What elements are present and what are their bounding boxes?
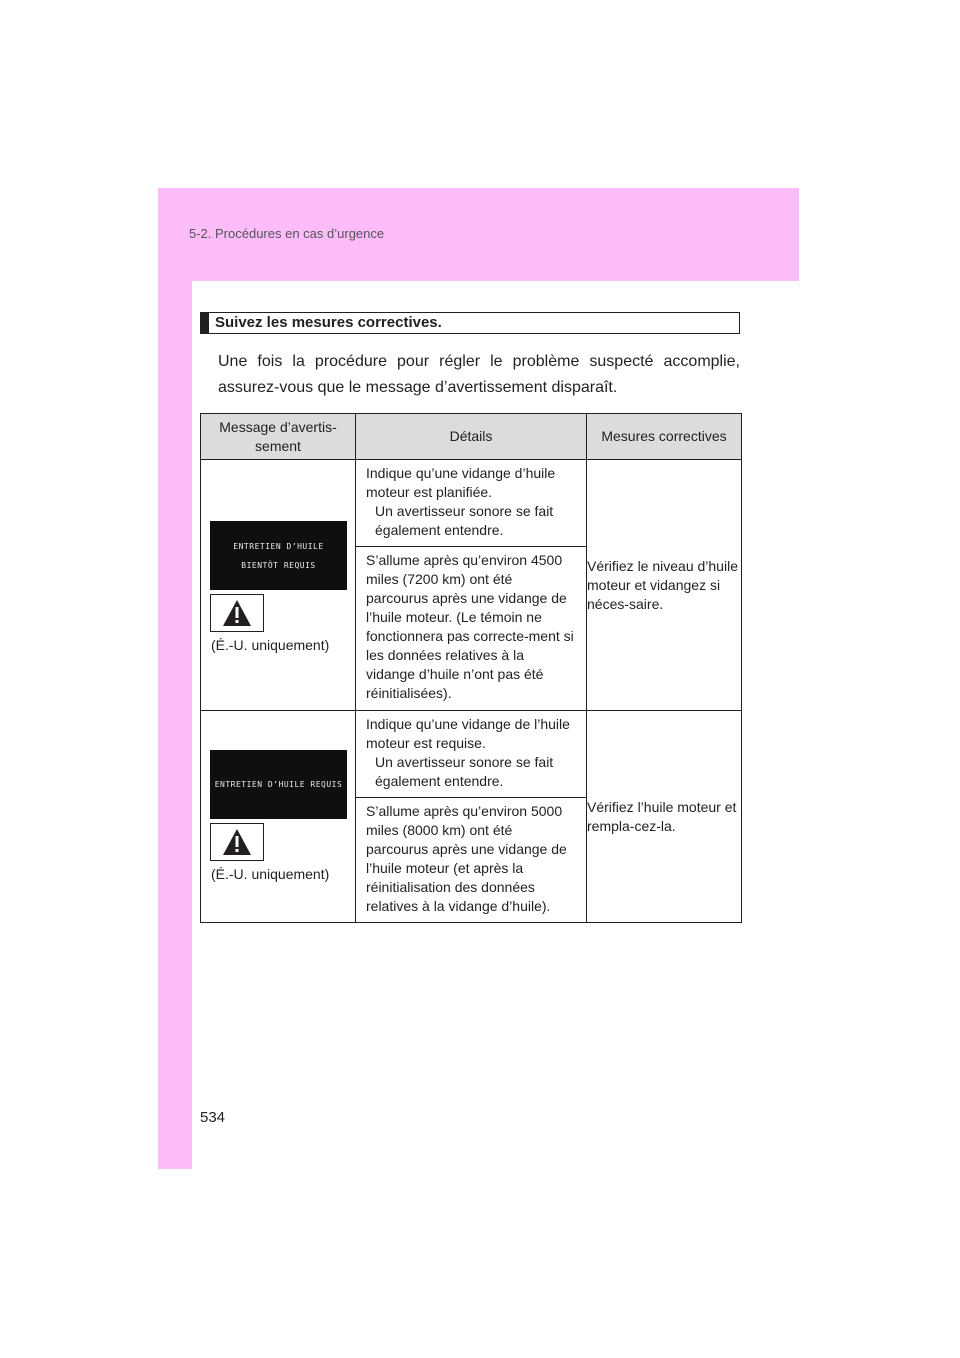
corrective-action-text: Vérifiez l’huile moteur et rempla-cez-la. (587, 798, 737, 834)
header-actions: Mesures correctives (587, 414, 742, 460)
us-only-note: (É.-U. uniquement) (211, 637, 330, 653)
details-cell (356, 798, 587, 923)
step-heading (200, 312, 740, 334)
table-row (201, 711, 742, 798)
us-only-note: (É.-U. uniquement) (211, 865, 330, 882)
details-cell (356, 460, 587, 547)
buzzer-note: Un avertisseur sonore se fait également entendre. (375, 503, 554, 538)
table-row (201, 460, 742, 547)
details-cell (356, 711, 587, 798)
corrective-action-text: Vérifiez le niveau d’huile moteur et vidangez si néces-saire. (587, 557, 738, 612)
details-text: Indique qu’une vidange d’huile moteur est planifiée. (366, 465, 556, 500)
page-number: 534 (200, 1109, 226, 1126)
display-line: BIENTÔT REQUIS (241, 560, 316, 570)
buzzer-note: Un avertisseur sonore se fait également entendre. (375, 754, 554, 789)
details-text: S’allume après qu’environ 4500 miles (7200 km) ont été parcourus après une vidange de l’huile moteur. (Le témoin ne fonctionnera pas correcte-ment si les données relatives à la vidange d’huile n’ont pas été réinitialisées). (366, 552, 574, 701)
display-line: ENTRETIEN D’HUILE REQUIS (214, 779, 343, 789)
step-marker (201, 313, 209, 333)
section-title: 5-2. Procédures en cas d’urgence (189, 226, 385, 241)
message-image-cell (201, 711, 356, 923)
intro-paragraph: Une fois la procédure pour régler le problème suspecté accomplie, assurez-vous que le message d’avertissement disparaît. (218, 353, 740, 396)
message-image-cell (201, 460, 356, 711)
header-message: Message d’avertis-sement (201, 414, 356, 460)
corrective-action-cell (587, 711, 742, 923)
warning-triangle-icon (210, 823, 264, 861)
corrective-action-cell (587, 460, 742, 711)
details-text: S’allume après qu’environ 5000 miles (8000 km) ont été parcourus après une vidange de l’huile moteur (et après la réinitialisation des données relatives à la vidange d’huile). (366, 803, 567, 914)
oil-maintenance-required-display (210, 750, 347, 819)
step-title: Suivez les mesures correctives. (215, 314, 442, 331)
oil-maintenance-soon-display (210, 521, 347, 590)
details-text: Indique qu’une vidange de l’huile moteur est requise. (366, 716, 570, 751)
display-line: ENTRETIEN D’HUILE (233, 541, 324, 551)
side-band (158, 281, 192, 1169)
warning-triangle-icon (210, 594, 264, 632)
header-details: Détails (356, 414, 587, 460)
warning-message-table (200, 413, 742, 923)
table-header-row (201, 414, 742, 460)
details-cell (356, 547, 587, 711)
